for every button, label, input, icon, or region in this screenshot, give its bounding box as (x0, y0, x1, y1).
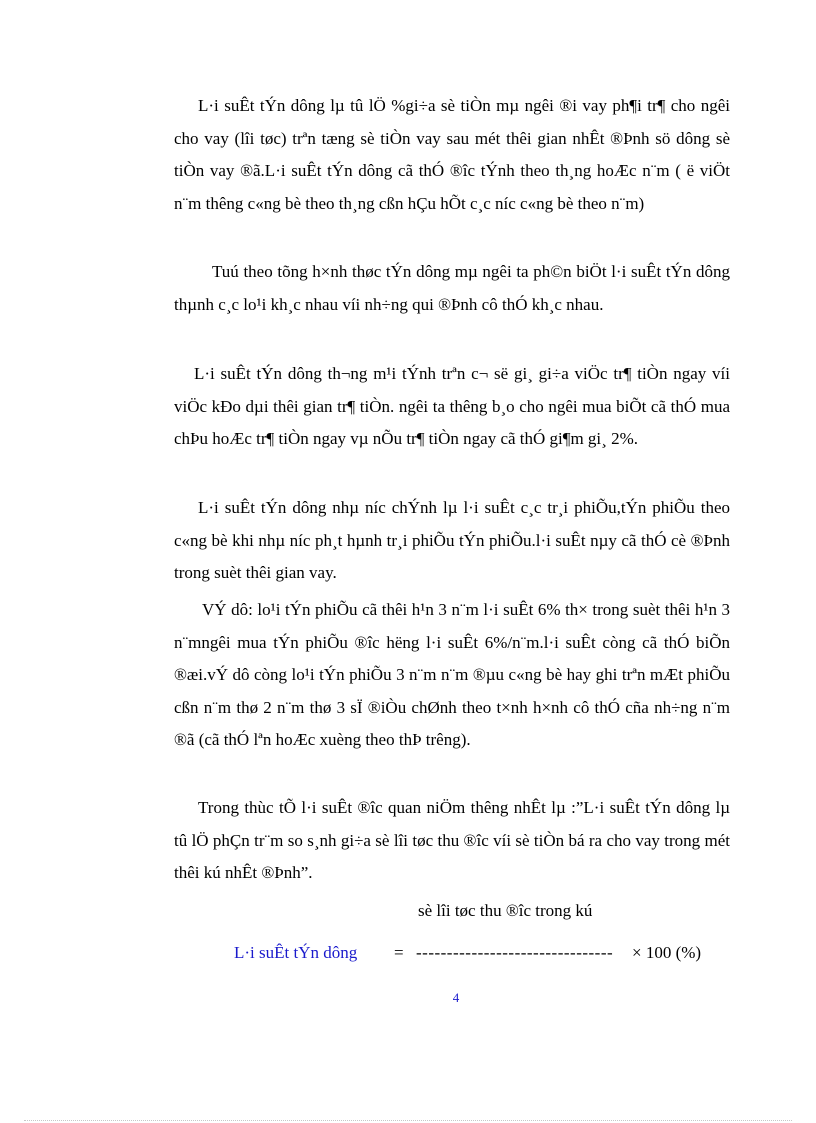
page-number: 4 (452, 990, 460, 1005)
paragraph-practical-definition: Trong thùc tÕ l·i suÊt ®îc quan niÖm thêng nhÊt lµ :”L·i suÊt tÝn dông lµ tû lÖ phÇn tr¨m so s¸nh gi÷a sè lîi tøc thu ®îc víi sè tiÒn bá ra cho vay trong mét thêi kú nhÊt ®Þnh”. (174, 798, 730, 882)
formula (234, 938, 734, 968)
paragraph-state-credit: L·i suÊt tÝn dông nhµ níc chÝnh lµ l·i suÊt c¸c tr¸i phiÕu,tÝn phiÕu theo c«ng bè khi nhµ níc ph¸t hµnh tr¸i phiÕu tÝn phiÕu.l·i suÊt nµy cã thÓ cè ®Þnh trong suèt thêi gian vay. (174, 498, 730, 582)
formula-numerator: sè lîi tøc thu ®îc trong kú (418, 901, 593, 920)
formula-multiplier: × 100 (%) (632, 943, 702, 962)
formula-fraction-line: -------------------------------- (416, 943, 614, 962)
page-bottom-divider (24, 1120, 792, 1121)
paragraph-commercial-credit: L·i suÊt tÝn dông th¬ng m¹i tÝnh trªn c¬ së gi¸ gi÷a viÖc tr¶ tiÒn ngay víi viÖc kÐo dµi thêi gian tr¶ tiÒn. ngêi ta thêng b¸o cho ngêi mua biÕt cã thÓ mua chÞu hoÆc tr¶ tiÒn ngay vµ nÕu tr¶ tiÒn ngay cã thÓ gi¶m gi¸ 2%. (174, 364, 730, 448)
paragraph-credit-types: Tuú theo tõng h×nh thøc tÝn dông mµ ngêi ta ph©n biÖt l·i suÊt tÝn dông thµnh c¸c lo¹i kh¸c nhau víi nh÷ng qui ®Þnh cô thÓ kh¸c nhau. (174, 262, 730, 314)
paragraph-definition: L·i suÊt tÝn dông lµ tû lÖ %gi÷a sè tiÒn mµ ngêi ®i vay ph¶i tr¶ cho ngêi cho vay (lîi tøc) trªn tæng sè tiÒn vay sau mét thêi gian nhÊt ®Þnh sö dông sè tiÒn vay ®ã.L·i suÊt tÝn dông cã thÓ ®îc tÝnh theo th¸ng hoÆc n¨m ( ë viÖt n¨m thêng c«ng bè theo th¸ng cßn hÇu hÕt c¸c níc c«ng bè theo n¨m) (174, 96, 730, 213)
paragraph-example: VÝ dô: lo¹i tÝn phiÕu cã thêi h¹n 3 n¨m l·i suÊt 6% th× trong suèt thêi h¹n 3 n¨mngêi mua tÝn phiÕu ®îc hëng l·i suÊt 6%/n¨m.l·i suÊt còng cã thÓ biÕn ®æi.vÝ dô còng lo¹i tÝn phiÕu 3 n¨m n¨m ®µu c«ng bè hay ghi trªn mÆt phiÕu cßn n¨m thø 2 n¨m thø 3 sÏ ®iÒu chØnh theo t×nh h×nh cô thÓ cña nh÷ng n¨m ®ã (cã thÓ lªn hoÆc xuèng theo thÞ trêng). (174, 600, 730, 749)
formula-equals-sign: = (394, 943, 404, 962)
formula-lhs: L·i suÊt tÝn dông (234, 943, 358, 962)
